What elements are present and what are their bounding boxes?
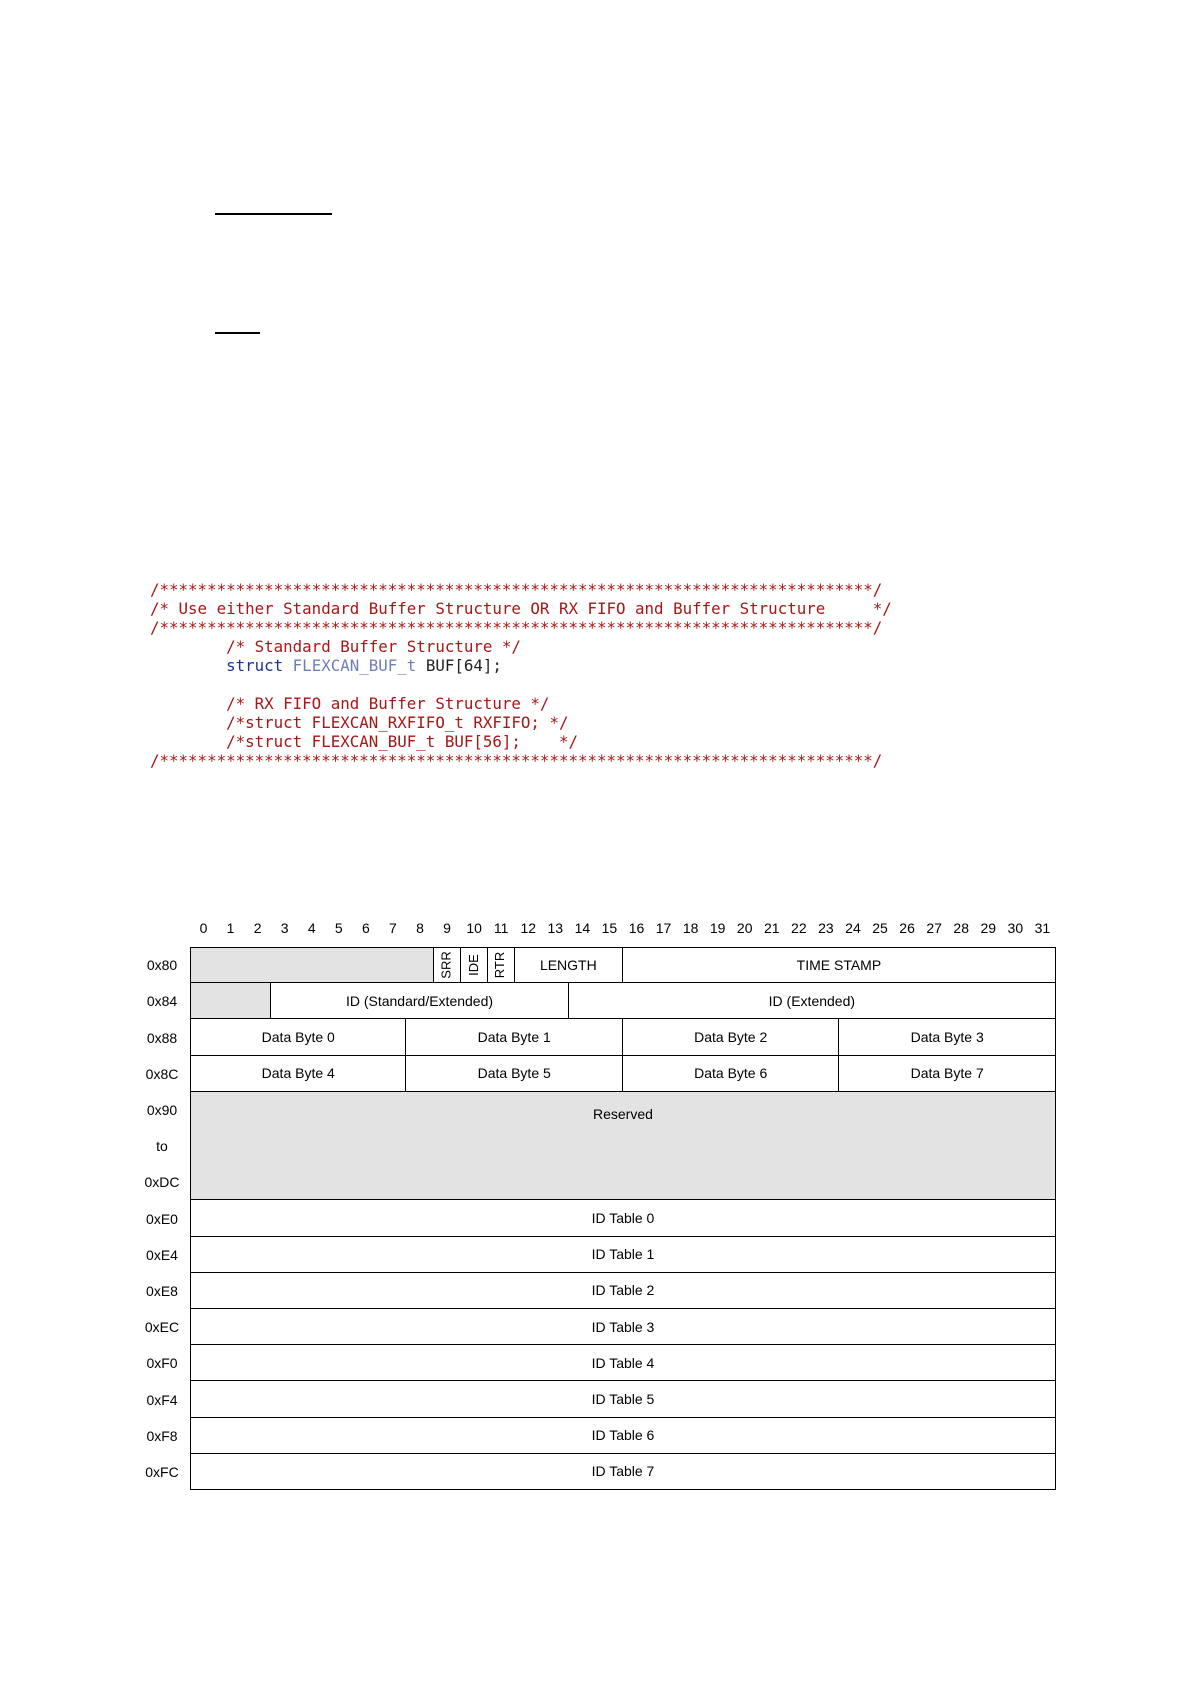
code-token: /* Standard Buffer Structure */	[150, 637, 521, 656]
bit-number: 20	[736, 920, 753, 936]
register-field	[461, 947, 488, 983]
heading-underline-1	[215, 213, 332, 215]
bit-number: 6	[361, 920, 370, 936]
bit-number: 9	[443, 920, 451, 936]
register-field-label: Data Byte 2	[694, 1028, 768, 1045]
bit-number: 25	[872, 920, 888, 936]
register-field-label: LENGTH	[539, 957, 597, 974]
code-line	[150, 694, 1050, 713]
register-field-label: ID Table 1	[591, 1246, 655, 1263]
register-field-label: ID Table 5	[591, 1390, 655, 1407]
register-field-label: ID (Extended)	[768, 992, 856, 1009]
register-field	[623, 1056, 839, 1092]
register-field	[839, 1056, 1055, 1092]
bit-number: 11	[493, 920, 509, 936]
address-label: 0xE0	[146, 1210, 178, 1227]
register-field-label: RTR	[492, 951, 508, 979]
register-field	[515, 947, 623, 983]
register-field	[406, 1056, 622, 1092]
bit-number: 3	[280, 920, 289, 936]
register-field-label: Data Byte 6	[694, 1065, 768, 1082]
register-field-label: ID Table 7	[591, 1463, 655, 1480]
register-field	[190, 983, 271, 1019]
register-field	[190, 1019, 406, 1055]
register-field	[190, 1056, 406, 1092]
register-field	[190, 1345, 1056, 1381]
code-token: /* Use either Standard Buffer Structure OR RX FIFO and Buffer Structure */	[150, 599, 892, 618]
address-label: 0xF4	[146, 1391, 178, 1408]
code-token: /*struct FLEXCAN_BUF_t BUF[56]; */	[150, 732, 578, 751]
bit-number: 0	[199, 920, 208, 936]
bit-number: 22	[791, 920, 807, 936]
register-field	[190, 1381, 1056, 1417]
bit-number: 24	[845, 920, 861, 936]
address-label: 0x80	[146, 957, 178, 974]
bit-number: 27	[926, 920, 942, 936]
code-line	[150, 675, 1050, 694]
register-field	[488, 947, 515, 983]
code-token: BUF[64];	[416, 656, 502, 675]
code-line	[150, 751, 1050, 770]
address-label: 0x88	[146, 1029, 178, 1046]
register-field	[190, 947, 434, 983]
bit-number: 30	[1007, 920, 1024, 936]
register-field-label: Reserved	[592, 1105, 653, 1122]
bit-number: 21	[763, 920, 780, 936]
code-line	[150, 637, 1050, 656]
code-line	[150, 732, 1050, 751]
register-field-label: Data Byte 3	[910, 1028, 984, 1045]
bit-number: 16	[628, 920, 645, 936]
heading-underline-2	[215, 332, 260, 334]
bit-number: 8	[416, 920, 424, 936]
register-field	[190, 1273, 1056, 1309]
bit-number: 23	[818, 920, 834, 936]
bit-number: 13	[547, 920, 564, 936]
bit-number: 1	[226, 920, 235, 936]
register-field	[190, 1454, 1056, 1490]
address-label: 0xE8	[146, 1282, 178, 1299]
code-line	[150, 618, 1050, 637]
register-field	[190, 1237, 1056, 1273]
register-field-label: ID Table 2	[591, 1282, 655, 1299]
bit-number: 28	[953, 920, 969, 936]
address-label: to	[156, 1138, 168, 1155]
bit-number: 26	[899, 920, 915, 936]
register-field-label: ID Table 4	[591, 1354, 655, 1371]
address-label: 0xE4	[146, 1246, 178, 1263]
register-field-label: IDE	[465, 954, 481, 976]
bit-number: 10	[466, 920, 482, 936]
register-field	[271, 983, 569, 1019]
address-label: 0xDC	[144, 1174, 180, 1191]
register-field	[190, 1092, 1056, 1201]
register-field	[190, 1418, 1056, 1454]
register-field-label: Data Byte 5	[477, 1065, 551, 1082]
address-label: 0xFC	[145, 1463, 179, 1480]
register-field-label: Data Byte 0	[261, 1028, 335, 1045]
code-token: /*struct FLEXCAN_RXFIFO_t RXFIFO; */	[150, 713, 569, 732]
code-line	[150, 580, 1050, 599]
register-field-label: Data Byte 1	[477, 1028, 551, 1045]
code-listing	[150, 580, 1050, 770]
bit-number: 12	[520, 920, 537, 936]
bit-number: 2	[253, 920, 262, 936]
bit-number: 7	[389, 920, 397, 936]
register-field-label: TIME STAMP	[796, 957, 882, 974]
bit-number: 5	[334, 920, 343, 936]
register-field	[190, 1200, 1056, 1236]
code-line	[150, 599, 1050, 618]
bit-number: 14	[574, 920, 591, 936]
register-field-label: ID Table 3	[591, 1318, 655, 1335]
register-field	[839, 1019, 1055, 1055]
register-field	[406, 1019, 622, 1055]
address-label: 0x90	[146, 1101, 178, 1118]
address-label: 0x84	[146, 993, 178, 1010]
register-field	[623, 947, 1056, 983]
bit-number: 19	[709, 920, 726, 936]
address-label: 0xF0	[146, 1355, 178, 1372]
bit-number: 31	[1034, 920, 1051, 936]
address-label: 0xF8	[146, 1427, 178, 1444]
register-field-label: SRR	[438, 951, 454, 979]
register-field-label: ID Table 6	[591, 1427, 655, 1444]
address-label: 0xEC	[144, 1319, 180, 1336]
code-token: /***************************************************************************/	[150, 618, 883, 637]
code-token: FLEXCAN_BUF_t	[292, 656, 417, 675]
register-field-label: Data Byte 4	[261, 1065, 335, 1082]
register-field	[569, 983, 1056, 1019]
bit-number: 4	[307, 920, 316, 936]
code-token: /***************************************************************************/	[150, 751, 883, 770]
register-field-label: Data Byte 7	[910, 1065, 984, 1082]
code-token: /***************************************************************************/	[150, 580, 883, 599]
register-field	[190, 1309, 1056, 1345]
register-field	[623, 1019, 839, 1055]
bit-number: 29	[980, 920, 997, 936]
register-field	[434, 947, 461, 983]
code-line	[150, 656, 1050, 675]
code-line	[150, 713, 1050, 732]
bit-number: 17	[655, 920, 672, 936]
address-label: 0x8C	[145, 1065, 179, 1082]
register-field-label: ID Table 0	[591, 1209, 655, 1226]
bit-number: 18	[682, 920, 699, 936]
code-token: struct	[150, 656, 293, 675]
code-token: /* RX FIFO and Buffer Structure */	[150, 694, 550, 713]
bit-number: 15	[601, 920, 618, 936]
register-field-label: ID (Standard/Extended)	[345, 992, 494, 1009]
